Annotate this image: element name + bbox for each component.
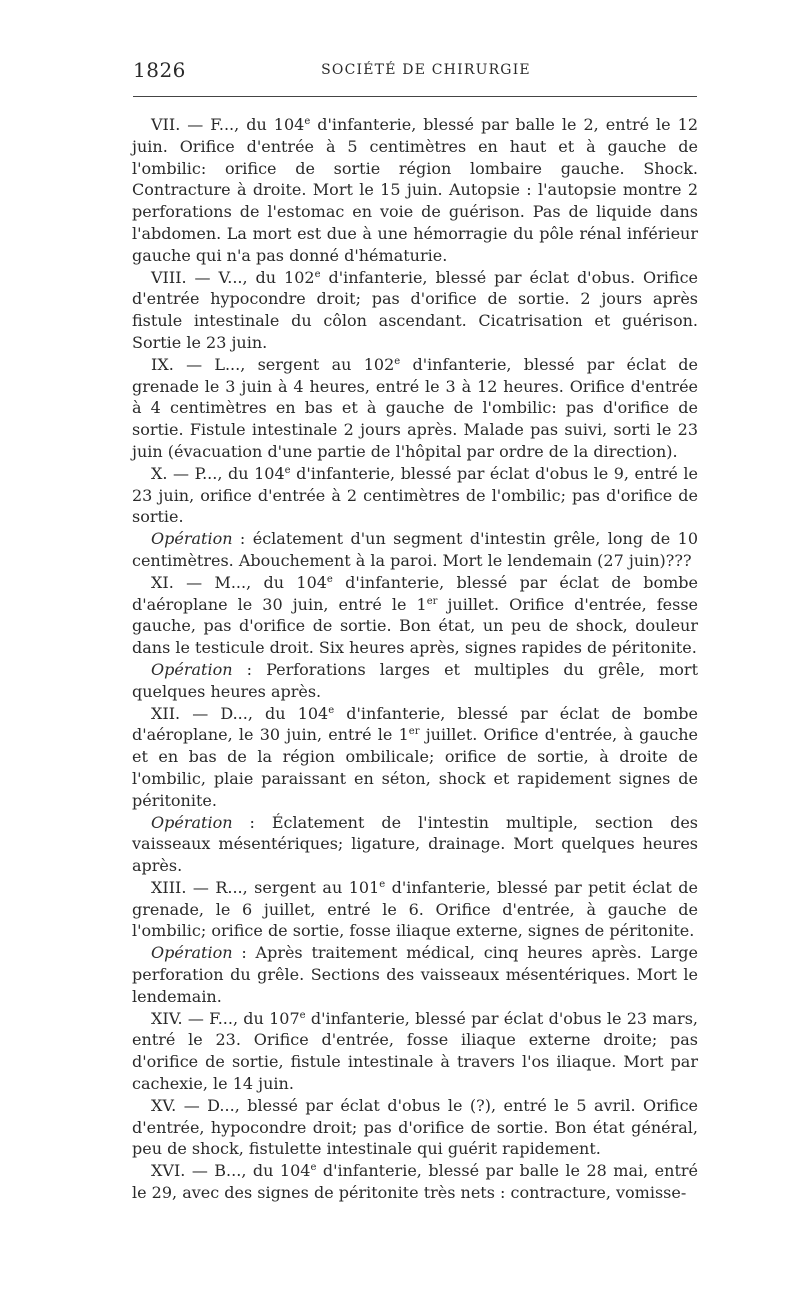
case-paragraph-xiv: XIV. — F..., du 107e d'infanterie, blessé par éclat d'obus le 23 mars, entré le 23. Orifice d'entrée, fosse iliaque externe droite; pas d'orifice de sortie, fistule intestinale à travers l'os iliaque. Mort par cachexie, le 14 juin. <box>132 1008 698 1094</box>
case-paragraph-xv: XV. — D..., blessé par éclat d'obus le (?), entré le 5 avril. Orifice d'entrée, hypocondre droit; pas d'orifice de sortie. Bon état général, peu de shock, fistulette intestinale qui guérit rapidement. <box>132 1095 698 1159</box>
operation-paragraph-xiii: Opération : Après traitement médical, cinq heures après. Large perforation du grêle. Sections des vaisseaux mésentériques. Mort le lendemain. <box>132 943 698 1006</box>
running-head <box>133 58 697 88</box>
page-number: 1826 <box>133 58 186 82</box>
operation-paragraph-x: Opération : éclatement d'un segment d'intestin grêle, long de 10 centimètres. Abouchement à la paroi. Mort le lendemain (27 juin)??? <box>132 529 698 570</box>
body-text <box>132 114 698 1204</box>
case-paragraph-xiii: XIII. — R..., sergent au 101e d'infanterie, blessé par petit éclat de grenade, le 6 juillet, entré le 6. Orifice d'entrée, à gauche de l'ombilic; orifice de sortie, fosse iliaque externe, signes de péritonite. <box>132 877 698 941</box>
header-rule <box>133 96 697 97</box>
case-paragraph-vii: VII. — F..., du 104e d'infanterie, blessé par balle le 2, entré le 12 juin. Orifice d'entrée à 5 centimètres en haut et à gauche de l'ombilic: orifice de sortie région lombaire gauche. Shock. Contracture à droite. Mort le 15 juin. Autopsie : l'autopsie montre 2 perforations de l'estomac en voie de guérison. Pas de liquide dans l'abdomen. La mort est due à une hémorragie du pôle rénal inférieur gauche qui n'a pas donné d'hématurie. <box>132 115 698 265</box>
operation-label: Opération <box>151 812 233 832</box>
case-paragraph-xi: XI. — M..., du 104e d'infanterie, blessé par éclat de bombe d'aéroplane le 30 juin, entré le 1er juillet. Orifice d'entrée, fesse gauche, pas d'orifice de sortie. Bon état, un peu de shock, douleur dans le testicule droit. Six heures après, signes rapides de péritonite. <box>132 572 699 658</box>
case-paragraph-ix: IX. — L..., sergent au 102e d'infanterie, blessé par éclat de grenade le 3 juin à 4 heures, entré le 3 à 12 heures. Orifice d'entrée à 4 centimètres en bas et à gauche de l'ombilic: pas d'orifice de sortie. Fistule intestinale 2 jours après. Malade pas suivi, sorti le 23 juin (évacuation d'une partie de l'hôpital par ordre de la direction). <box>132 354 698 461</box>
case-paragraph-x: X. — P..., du 104e d'infanterie, blessé par éclat d'obus le 9, entré le 23 juin, orifice d'entrée à 2 centimètres de l'ombilic; pas d'orifice de sortie. <box>132 463 698 527</box>
operation-paragraph-xii: Opération : Éclatement de l'intestin multiple, section des vaisseaux mésentériques; ligature, drainage. Mort quelques heures après. <box>132 812 698 876</box>
operation-label: Opération <box>151 659 233 679</box>
operation-paragraph-xi: Opération : Perforations larges et multiples du grêle, mort quelques heures après. <box>132 659 698 701</box>
running-title: SOCIÉTÉ DE CHIRURGIE <box>321 62 531 78</box>
operation-label: Opération <box>151 529 233 549</box>
operation-label: Opération <box>151 943 233 963</box>
case-paragraph-viii: VIII. — V..., du 102e d'infanterie, blessé par éclat d'obus. Orifice d'entrée hypocondre droit; pas d'orifice de sortie. 2 jours après fistule intestinale du côlon ascendant. Cicatrisation et guérison. Sortie le 23 juin. <box>132 267 698 352</box>
case-paragraph-xii: XII. — D..., du 104e d'infanterie, blessé par éclat de bombe d'aéroplane, le 30 juin, entré le 1er juillet. Orifice d'entrée, à gauche et en bas de la région ombilicale; orifice de sortie, à droite de l'ombilic, plaie paraissant en séton, shock et rapidement signes de péritonite. <box>132 703 699 810</box>
case-paragraph-xvi: XVI. — B..., du 104e d'infanterie, blessé par balle le 28 mai, entré le 29, avec des signes de péritonite très nets : contracture, vomisse- <box>132 1161 698 1203</box>
